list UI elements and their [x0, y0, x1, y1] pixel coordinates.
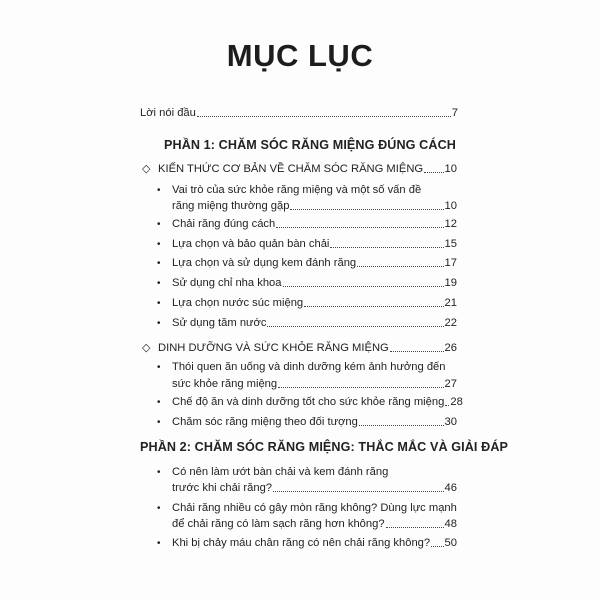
toc-entry-label: Lựa chọn và sử dụng kem đánh răng: [172, 257, 357, 269]
toc-page-number: 7: [451, 107, 458, 119]
toc-page-number: 27: [444, 378, 457, 390]
diamond-icon: ◇: [142, 342, 151, 354]
bullet-icon: •: [157, 362, 161, 373]
toc-entry-label: để chải răng có làm sạch răng hơn không?: [172, 518, 385, 530]
toc-page-number: 17: [444, 257, 457, 269]
page-title: MỤC LỤC: [226, 38, 374, 73]
toc-entry-label: Lựa chọn nước súc miệng: [172, 297, 304, 309]
toc-entry-label: DINH DƯỠNG VÀ SỨC KHỎE RĂNG MIỆNG: [158, 342, 389, 354]
dot-leader: [278, 387, 443, 388]
bullet-icon: •: [157, 278, 161, 289]
toc-entry-line1: Có nên làm ướt bàn chải và kem đánh răng: [172, 466, 389, 478]
diamond-icon: ◇: [142, 163, 151, 175]
bullet-icon: •: [157, 219, 161, 230]
dot-leader: [424, 172, 443, 173]
toc-entry: [172, 516, 457, 532]
toc-entry: [172, 216, 457, 232]
dot-leader: [304, 306, 443, 307]
dot-leader: [431, 546, 443, 547]
dot-leader: [290, 209, 443, 210]
part2-heading: PHẦN 2: CHĂM SÓC RĂNG MIỆNG: THẮC MẮC VÀ GIẢI ĐÁP: [140, 440, 509, 454]
toc-entry-label: Chăm sóc răng miệng theo đối tượng: [172, 416, 358, 428]
dot-leader: [283, 286, 444, 287]
toc-entry-line1: Chải răng nhiều có gây mòn răng không? Dùng lực mạnh: [172, 502, 457, 514]
toc-entry-label: răng miệng thường gặp: [172, 200, 290, 212]
toc-entry-label: Lựa chọn và bảo quản bàn chải: [172, 238, 330, 250]
dot-leader: [273, 491, 444, 492]
toc-entry-label: Chế độ ăn và dinh dưỡng tốt cho sức khỏe răng miệng: [172, 396, 445, 408]
bullet-icon: •: [157, 185, 161, 196]
toc-page-number: 19: [444, 277, 457, 289]
toc-entry-label: trước khi chải răng?: [172, 482, 273, 494]
part1-heading: PHẦN 1: CHĂM SÓC RĂNG MIỆNG ĐÚNG CÁCH: [164, 138, 456, 152]
toc-entry-label: Sử dụng tăm nước: [172, 317, 267, 329]
bullet-icon: •: [157, 467, 161, 478]
toc-entry-line1: Vai trò của sức khỏe răng miệng và một số vấn đề: [172, 184, 422, 196]
toc-page-number: 48: [444, 518, 457, 530]
toc-entry-line1: Thói quen ăn uống và dinh dưỡng kém ảnh hưởng đến: [172, 361, 446, 373]
toc-section-nutrition: [158, 340, 457, 356]
toc-page-number: 21: [444, 297, 457, 309]
toc-entry: [172, 315, 457, 331]
bullet-icon: •: [157, 239, 161, 250]
bullet-icon: •: [157, 258, 161, 269]
bullet-icon: •: [157, 318, 161, 329]
dot-leader: [359, 425, 444, 426]
toc-entry: [172, 414, 457, 430]
toc-section-basic-knowledge: [158, 161, 457, 177]
toc-entry: [172, 255, 457, 271]
toc-page-number: 46: [444, 482, 457, 494]
toc-entry: [172, 376, 457, 392]
toc-entry: [172, 480, 457, 496]
dot-leader: [386, 527, 444, 528]
bullet-icon: •: [157, 417, 161, 428]
bullet-icon: •: [157, 503, 161, 514]
dot-leader: [267, 326, 443, 327]
toc-entry-label: Sử dụng chỉ nha khoa: [172, 277, 282, 289]
toc-entry: [172, 198, 457, 214]
toc-entry-preface: [140, 105, 458, 121]
dot-leader: [445, 405, 449, 406]
bullet-icon: •: [157, 397, 161, 408]
toc-entry-label: KIẾN THỨC CƠ BẢN VỀ CHĂM SÓC RĂNG MIỆNG: [158, 163, 424, 175]
toc-page-number: 10: [444, 200, 457, 212]
toc-entry: [172, 394, 463, 410]
dot-leader: [357, 266, 443, 267]
toc-page-number: 50: [444, 537, 457, 549]
toc-page-number: 26: [444, 342, 457, 354]
toc-entry: [172, 295, 457, 311]
toc-entry-label: Khi bị chảy máu chân răng có nên chải răng không?: [172, 537, 431, 549]
toc-entry-label: sức khỏe răng miệng: [172, 378, 278, 390]
dot-leader: [390, 351, 444, 352]
bullet-icon: •: [157, 538, 161, 549]
bullet-icon: •: [157, 298, 161, 309]
toc-entry: [172, 535, 457, 551]
toc-entry: [172, 236, 457, 252]
toc-entry-label: Chải răng đúng cách: [172, 218, 276, 230]
toc-page-number: 15: [444, 238, 457, 250]
toc-entry-label: Lời nói đầu: [140, 107, 196, 119]
toc-page-number: 30: [444, 416, 457, 428]
toc-page-number: 12: [444, 218, 457, 230]
dot-leader: [276, 227, 443, 228]
toc-page-number: 22: [444, 317, 457, 329]
toc-page-number: 10: [444, 163, 457, 175]
toc-page-number: 28: [450, 396, 463, 408]
toc-entry: [172, 275, 457, 291]
dot-leader: [197, 116, 451, 117]
dot-leader: [330, 247, 443, 248]
